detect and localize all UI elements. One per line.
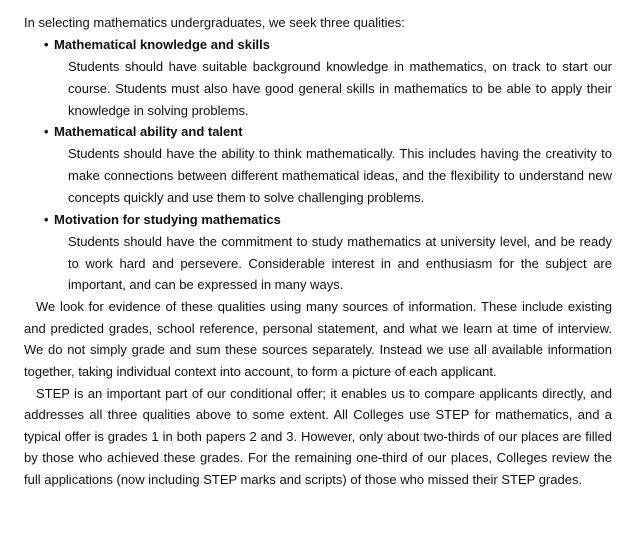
quality-description: Students should have the commitment to study mathematics at university level, and be ready to work hard and persevere. Considerable interest in and enthusiasm for the subject are important, and can be expressed in many ways. <box>68 233 612 293</box>
quality-title-text: Motivation for studying mathematics <box>54 211 281 227</box>
quality-title <box>24 209 612 231</box>
quality-motivation <box>24 209 612 296</box>
quality-title-text: Mathematical ability and talent <box>54 124 243 140</box>
quality-ability <box>24 121 612 208</box>
quality-description: Students should have suitable background knowledge in mathematics, on track to start our course. Students must also have good general skills in mathematics to be able to apply their knowledge in solving problems. <box>68 59 612 118</box>
bullet-icon: • <box>44 124 49 140</box>
bullet-icon: • <box>44 37 49 52</box>
quality-title <box>24 121 612 143</box>
bullet-icon: • <box>44 211 49 227</box>
step-paragraph: STEP is an important part of our conditional offer; it enables us to compare applicants directly, and addresses all three qualities above to some extent. All Colleges use STEP for mathematics, and a typical offer is grades 1 in both papers 2 and 3. However, only about two-thirds of our places are filled by those who achieved these grades. For the remaining one-third of our places, Colleges review the full applications (now including STEP marks and scripts) of those who missed their STEP grades. <box>24 385 612 487</box>
quality-title-text: Mathematical knowledge and skills <box>54 37 271 52</box>
quality-title <box>24 34 612 56</box>
quality-description: Students should have the ability to think mathematically. This includes having the creativity to make connections between different mathematical ideas, and the flexibility to understand new concepts quickly and use them to solve challenging problems. <box>68 146 612 205</box>
quality-knowledge <box>24 34 612 121</box>
evidence-paragraph: We look for evidence of these qualities using many sources of information. These include existing and predicted grades, school reference, personal statement, and what we learn at time of interview. We do not simply grade and sum these sources separately. Instead we use all available information together, taking individual context into account, to form a picture of each applicant. <box>24 299 612 379</box>
intro-text: In selecting mathematics undergraduates, we seek three qualities: <box>24 15 405 30</box>
